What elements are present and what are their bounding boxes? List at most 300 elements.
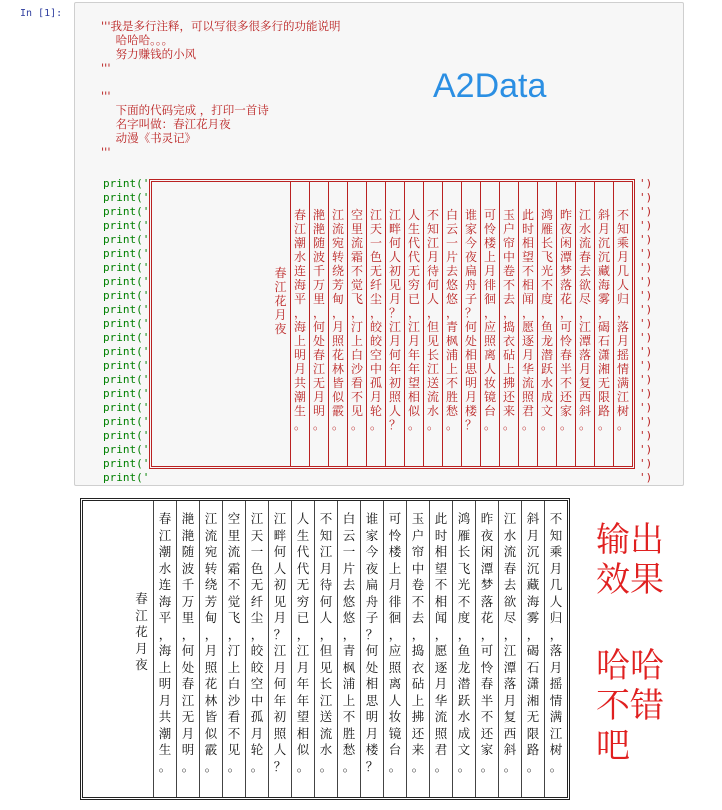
poem-char: ， (540, 306, 553, 320)
code-line: 努力赚钱的小风 (101, 47, 197, 61)
poem-char: 水 (503, 527, 517, 543)
poem-char: 长 (319, 676, 333, 691)
poem-char: 欲 (503, 593, 517, 609)
poem-char: 代 (296, 544, 310, 559)
print-line (103, 191, 653, 205)
poem-char: 。 (502, 418, 515, 432)
poem-char: 半 (480, 692, 494, 708)
poem-char: 情 (616, 362, 629, 376)
poem-char: 人 (319, 610, 333, 625)
print-line (103, 275, 653, 289)
poem-char: 藏 (526, 577, 540, 592)
poem-char: 乘 (616, 236, 629, 250)
poem-char: 万 (312, 278, 325, 292)
poem-char: 应 (483, 320, 496, 334)
poem-char: 复 (578, 376, 591, 390)
poem-char: 人 (273, 742, 287, 757)
cell-prompt: In [1]: (20, 8, 63, 19)
poem-char: 但 (426, 320, 439, 334)
poem-char: 明 (312, 404, 325, 418)
poem-char: 江 (407, 320, 420, 334)
poem-column (521, 501, 544, 797)
poem-char: 望 (521, 250, 534, 264)
watermark-text: A2Data (433, 67, 547, 105)
print-line (103, 331, 653, 345)
poem-char: 尘 (250, 610, 264, 625)
poem-char: 送 (426, 376, 439, 390)
print-keyword: print(' (103, 191, 150, 204)
poem-char: 见 (273, 593, 287, 609)
poem-char: 水 (457, 709, 471, 724)
poem-char: 江 (319, 544, 333, 559)
poem-char: 月 (526, 527, 540, 543)
poem-char: 年 (273, 692, 287, 708)
poem-char: 皆 (331, 376, 344, 390)
poem-char: 子 (464, 292, 477, 306)
poem-char: ， (616, 306, 629, 320)
poem-char: ， (227, 626, 241, 642)
poem-char: 里 (350, 222, 363, 236)
poem-char: 光 (457, 577, 471, 592)
poem-char: 落 (503, 676, 517, 691)
poem-char: 春 (578, 250, 591, 264)
poem-char: 孤 (369, 376, 382, 390)
poem-char: 不 (227, 725, 241, 741)
poem-char: 霰 (204, 742, 218, 757)
poem-char: ， (319, 626, 333, 642)
poem-char: 家 (480, 742, 494, 757)
poem-char: 思 (365, 692, 379, 708)
poem-char: 湘 (526, 692, 540, 708)
poem-char: 生 (407, 222, 420, 236)
poem-char: 月 (464, 390, 477, 404)
poem-char: 沉 (526, 560, 540, 576)
poem-char: 皎 (250, 659, 264, 675)
poem-char: 台 (483, 404, 496, 418)
poem-char: 何 (426, 278, 439, 292)
poem-char: 来 (411, 742, 425, 757)
poem-column (613, 182, 632, 466)
poem-char: 。 (434, 758, 448, 774)
poem-char: 逐 (521, 334, 534, 348)
print-keyword: print(' (103, 345, 150, 358)
poem-char: 流 (204, 527, 218, 543)
poem-char: 照 (388, 390, 401, 404)
poem-char: 成 (540, 390, 553, 404)
poem-char: 湘 (597, 362, 610, 376)
poem-column (328, 182, 347, 466)
poem-char: 石 (526, 659, 540, 675)
poem-char: 潭 (480, 560, 494, 576)
poem-char: 。 (597, 418, 610, 432)
poem-char: 长 (426, 348, 439, 362)
poem-char: 怜 (559, 334, 572, 348)
poem-char: ， (502, 306, 515, 320)
poem-char: 人 (426, 292, 439, 306)
poem-char: 西 (578, 390, 591, 404)
poem-char: 砧 (411, 676, 425, 691)
poem-char: 摇 (616, 348, 629, 362)
poem-char: 月 (273, 659, 287, 675)
poem-char: 月 (204, 643, 218, 658)
poem-char: 落 (578, 348, 591, 362)
print-line (103, 359, 653, 373)
poem-char: 不 (227, 577, 241, 592)
poem-char: 绕 (204, 577, 218, 592)
poem-char: 相 (407, 390, 420, 404)
poem-char: 。 (369, 418, 382, 432)
poem-char: 人 (296, 511, 310, 526)
poem-char: 今 (464, 236, 477, 250)
poem-char: 满 (616, 376, 629, 390)
poem-char: 。 (331, 418, 344, 432)
poem-char: 落 (616, 320, 629, 334)
poem-char: 中 (369, 362, 382, 376)
poem-char: 转 (331, 250, 344, 264)
poem-char: 见 (388, 278, 401, 292)
poem-char: 水 (426, 404, 439, 418)
poem-char: 。 (388, 758, 402, 774)
poem-char: ， (434, 626, 448, 642)
poem-char: 霜 (350, 250, 363, 264)
poem-char: 流 (503, 544, 517, 559)
poem-char: 潇 (597, 348, 610, 362)
poem-char: 绕 (331, 264, 344, 278)
poem-char: 雾 (526, 610, 540, 625)
poem-char: 树 (549, 742, 563, 757)
poem-char: 云 (445, 222, 458, 236)
poem-char: 月 (549, 560, 563, 576)
poem-char: 捣 (411, 643, 425, 658)
poem-char: 月 (181, 725, 195, 741)
poem-char: 知 (426, 222, 439, 236)
poem-char: 石 (597, 334, 610, 348)
poem-char: 花 (204, 676, 218, 691)
poem-char: 随 (181, 544, 195, 559)
poem-char: 去 (503, 577, 517, 592)
poem-char: 无 (407, 264, 420, 278)
poem-char: 帘 (502, 236, 515, 250)
poem-char: 拂 (411, 709, 425, 724)
poem-char: 梦 (480, 577, 494, 592)
poem-char: 无 (526, 709, 540, 724)
poem-char: 几 (616, 264, 629, 278)
poem-char: 觉 (227, 593, 241, 609)
poem-char: 。 (158, 758, 172, 774)
poem-char: 望 (434, 560, 448, 576)
poem-char: 海 (158, 593, 172, 609)
poem-char: 不 (342, 709, 356, 724)
poem-char: ， (445, 306, 458, 320)
poem-char: 怜 (388, 527, 402, 543)
poem-char: 月 (273, 610, 287, 625)
poem-char: 上 (388, 560, 402, 576)
poem-char: 几 (549, 577, 563, 592)
poem-char: 斜 (597, 208, 610, 222)
poem-char: 逐 (434, 659, 448, 675)
poem-char: 穷 (407, 278, 420, 292)
poem-char: 不 (350, 264, 363, 278)
poem-char: 江 (312, 362, 325, 376)
poem-column (480, 182, 499, 466)
poem-char: 连 (293, 264, 306, 278)
poem-char: 人 (388, 692, 402, 708)
poem-char: 初 (273, 709, 287, 724)
poem-char: 汀 (350, 320, 363, 334)
poem-char: ， (559, 306, 572, 320)
poem-char: 花 (135, 624, 148, 639)
poem-char: 雁 (540, 222, 553, 236)
print-line (103, 317, 653, 331)
poem-char: 望 (296, 709, 310, 724)
poem-char: 落 (549, 643, 563, 658)
poem-char: 乘 (549, 544, 563, 559)
poem-char: 不 (350, 390, 363, 404)
poem-char: 相 (296, 725, 310, 741)
poem-char: 成 (457, 725, 471, 741)
poem-column (360, 501, 383, 797)
print-tail: ') (639, 275, 653, 288)
print-tail: ') (639, 429, 653, 442)
poem-char: 落 (559, 278, 572, 292)
poem-char: 滟 (312, 222, 325, 236)
poem-char: ， (369, 306, 382, 320)
poem-char: 还 (559, 390, 572, 404)
poem-char: 人 (388, 404, 401, 418)
poem-char: 玉 (502, 208, 515, 222)
poem-char: ？ (464, 418, 477, 432)
poem-char: 愿 (521, 320, 534, 334)
poem-char: 月 (616, 334, 629, 348)
poem-char: 户 (502, 222, 515, 236)
poem-char: 流 (350, 236, 363, 250)
poem-char: 宛 (331, 236, 344, 250)
poem-char: 可 (480, 643, 494, 658)
poem-char: 摇 (549, 676, 563, 691)
poem-char: 飞 (540, 250, 553, 264)
poem-char: 月 (407, 334, 420, 348)
poem-char: 春 (312, 348, 325, 362)
print-keyword: print(' (103, 387, 150, 400)
poem-char: 不 (559, 376, 572, 390)
poem-char: 上 (350, 334, 363, 348)
poem-char: 沉 (526, 544, 540, 559)
poem-char: 鱼 (457, 643, 471, 658)
poem-char: 夜 (274, 322, 287, 336)
poem-char: 衣 (502, 334, 515, 348)
poem-char: 不 (457, 593, 471, 609)
poem-char: 海 (597, 278, 610, 292)
poem-char: ， (526, 626, 540, 642)
poem-column (268, 501, 291, 797)
poem-char: 不 (549, 511, 563, 526)
poem-char: 霰 (331, 404, 344, 418)
poem-char: 夜 (135, 657, 148, 672)
poem-char: ？ (365, 626, 379, 642)
poem-char: 长 (540, 236, 553, 250)
poem-char: 上 (342, 692, 356, 708)
poem-char: 斜 (503, 742, 517, 757)
poem-char: 但 (319, 643, 333, 658)
poem-char: 处 (312, 334, 325, 348)
poem-char: 夜 (559, 222, 572, 236)
poem-char: 无 (296, 577, 310, 592)
poem-char: 望 (407, 376, 420, 390)
poem-char: 江 (293, 222, 306, 236)
poem-char: 相 (365, 676, 379, 691)
code-input-cell[interactable] (74, 2, 684, 486)
poem-char: 不 (445, 376, 458, 390)
print-line (103, 219, 653, 233)
poem-char: 还 (502, 390, 515, 404)
print-tail: ') (639, 219, 653, 232)
poem-char: 不 (434, 577, 448, 592)
poem-char: 江 (578, 320, 591, 334)
poem-char: 潮 (293, 236, 306, 250)
poem-char: ， (158, 626, 172, 642)
poem-char: 不 (411, 593, 425, 609)
poem-char: 欲 (578, 278, 591, 292)
poem-char: 时 (521, 222, 534, 236)
poem-char: 潭 (559, 250, 572, 264)
print-line (103, 345, 653, 359)
poem-char: 闻 (521, 292, 534, 306)
poem-char: 谁 (365, 511, 379, 526)
output-poem-frame (80, 498, 570, 800)
poem-char: 知 (616, 222, 629, 236)
poem-char: 白 (350, 348, 363, 362)
poem-char: 千 (181, 577, 195, 592)
poem-char: 去 (411, 610, 425, 625)
print-keyword: print(' (103, 261, 150, 274)
poem-char: 月 (388, 334, 401, 348)
poem-char: 花 (559, 292, 572, 306)
print-line (103, 471, 653, 485)
poem-char: 明 (464, 376, 477, 390)
poem-char: ， (250, 626, 264, 642)
poem-char: 处 (365, 659, 379, 675)
poem-column (544, 501, 567, 797)
poem-char: 皎 (250, 643, 264, 658)
poem-char: 文 (540, 404, 553, 418)
poem-char: 碣 (526, 643, 540, 658)
print-tail: ') (639, 401, 653, 414)
poem-char: 月 (274, 308, 287, 322)
poem-char: 拂 (502, 376, 515, 390)
poem-char: ， (483, 306, 496, 320)
poem-char: 悠 (445, 292, 458, 306)
print-tail: ') (639, 387, 653, 400)
poem-char: 何 (365, 643, 379, 658)
poem-char: ？ (464, 306, 477, 320)
poem-char: 今 (365, 544, 379, 559)
poem-char: 尽 (578, 292, 591, 306)
poem-char: 千 (312, 264, 325, 278)
poem-char: 尘 (369, 292, 382, 306)
code-line: '''我是多行注释，可以写很多很多行的功能说明 (101, 19, 341, 33)
poem-char: 初 (273, 577, 287, 592)
poem-char: 沙 (227, 692, 241, 708)
poem-char: 一 (250, 544, 264, 559)
poem-char: 可 (388, 511, 402, 526)
poem-char: 月 (293, 362, 306, 376)
poem-char: 年 (407, 362, 420, 376)
poem-char: 妆 (388, 709, 402, 724)
poem-char: 中 (411, 560, 425, 576)
poem-char: 代 (407, 236, 420, 250)
code-line: 下面的代码完成 ，打印一首诗 (101, 103, 269, 117)
poem-char: 月 (549, 659, 563, 675)
poem-char: 一 (445, 236, 458, 250)
print-keyword: print(' (103, 275, 150, 288)
poem-char: 应 (388, 643, 402, 658)
print-line (103, 429, 653, 443)
poem-char: 见 (426, 334, 439, 348)
poem-char: 待 (319, 577, 333, 592)
poem-char: 青 (445, 320, 458, 334)
poem-char: 照 (434, 725, 448, 741)
poem-char: 月 (388, 292, 401, 306)
poem-char: 江 (135, 607, 148, 623)
poem-char: 春 (559, 348, 572, 362)
poem-char: 波 (312, 250, 325, 264)
poem-char: 春 (181, 676, 195, 691)
print-line (103, 457, 653, 471)
print-keyword: print(' (103, 429, 150, 442)
poem-char: 片 (342, 560, 356, 576)
poem-column (309, 182, 328, 466)
poem-char: 滟 (181, 527, 195, 543)
poem-char: 闲 (559, 236, 572, 250)
poem-char: 天 (250, 527, 264, 543)
poem-char: 归 (549, 610, 563, 625)
poem-char: 衣 (411, 659, 425, 675)
poem-char: 穷 (296, 593, 310, 609)
poem-char: 。 (250, 758, 264, 774)
poem-column (176, 501, 199, 797)
poem-char: 海 (158, 643, 172, 658)
print-keyword: print(' (103, 219, 150, 232)
poem-char: 青 (342, 643, 356, 658)
poem-char: 汀 (227, 643, 241, 658)
poem-char: 皎 (369, 320, 382, 334)
poem-char: 离 (388, 676, 402, 691)
poem-char: 空 (227, 511, 241, 526)
poem-char: 色 (250, 560, 264, 576)
poem-char: 。 (342, 758, 356, 774)
poem-char: 沉 (597, 236, 610, 250)
poem-char: 平 (293, 292, 306, 306)
poem-char: 去 (578, 264, 591, 278)
poem-char: 家 (365, 527, 379, 543)
poem-char: 照 (273, 725, 287, 741)
poem-char: 户 (411, 527, 425, 543)
poem-char: 楼 (365, 742, 379, 757)
print-tail: ') (639, 471, 653, 484)
poem-char: 相 (464, 348, 477, 362)
poem-char: 待 (426, 264, 439, 278)
poem-char: 春 (293, 208, 306, 222)
print-line (103, 303, 653, 317)
poem-column (442, 182, 461, 466)
poem-char: 沙 (350, 362, 363, 376)
poem-char: 水 (293, 250, 306, 264)
poem-char: 半 (559, 362, 572, 376)
poem-char: 似 (296, 742, 310, 757)
poem-char: 扁 (464, 264, 477, 278)
poem-char: 路 (526, 742, 540, 757)
poem-char: 空 (250, 676, 264, 691)
